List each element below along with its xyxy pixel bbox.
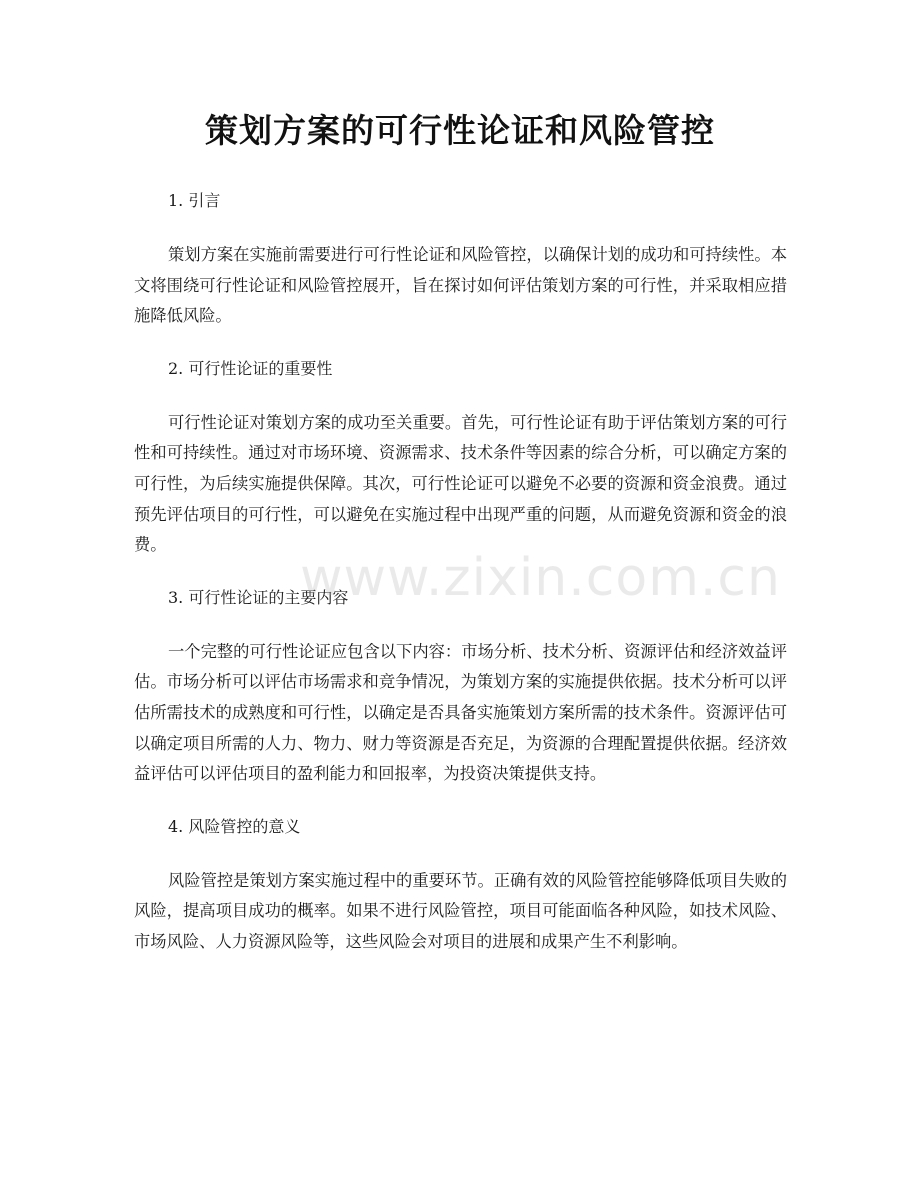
section-paragraph-content: 一个完整的可行性论证应包含以下内容：市场分析、技术分析、资源评估和经济效益评估。市场分析可以评估市场需求和竞争情况，为策划方案的实施提供依据。技术分析可以评估所需技术的成熟度和可行性，以确定是否具备实施策划方案所需的技术条件。资源评估可以确定项目所需的人力、物力、财力等资源是否充足，为资源的合理配置提供依据。经济效益评估可以评估项目的盈利能力和回报率，为投资决策提供支持。 (134, 641, 787, 784)
document-body (134, 186, 787, 958)
section-heading-risk: 4. 风险管控的意义 (168, 816, 301, 836)
section-paragraph-risk: 风险管控是策划方案实施过程中的重要环节。正确有效的风险管控能够降低项目失败的风险，提高项目成功的概率。如果不进行风险管控，项目可能面临各种风险，如技术风险、市场风险、人力资源风险等，这些风险会对项目的进展和成果产生不利影响。 (134, 870, 787, 951)
document-title: 策划方案的可行性论证和风险管控 (205, 111, 715, 150)
section-heading-intro: 1. 引言 (168, 191, 221, 210)
section-paragraph-importance: 可行性论证对策划方案的成功至关重要。首先，可行性论证有助于评估策划方案的可行性和可持续性。通过对市场环境、资源需求、技术条件等因素的综合分析，可以确定方案的可行性，为后续实施提供保障。其次，可行性论证可以避免不必要的资源和资金浪费。通过预先评估项目的可行性，可以避免在实施过程中出现严重的问题，从而避免资源和资金的浪费。 (134, 412, 787, 555)
section-heading-importance: 2. 可行性论证的重要性 (168, 358, 333, 378)
watermark: www.zixin.com.cn (300, 548, 781, 608)
section-paragraph-intro: 策划方案在实施前需要进行可行性论证和风险管控，以确保计划的成功和可持续性。本文将围绕可行性论证和风险管控展开，旨在探讨如何评估策划方案的可行性，并采取相应措施降低风险。 (134, 245, 787, 326)
section-heading-content: 3. 可行性论证的主要内容 (168, 587, 349, 607)
